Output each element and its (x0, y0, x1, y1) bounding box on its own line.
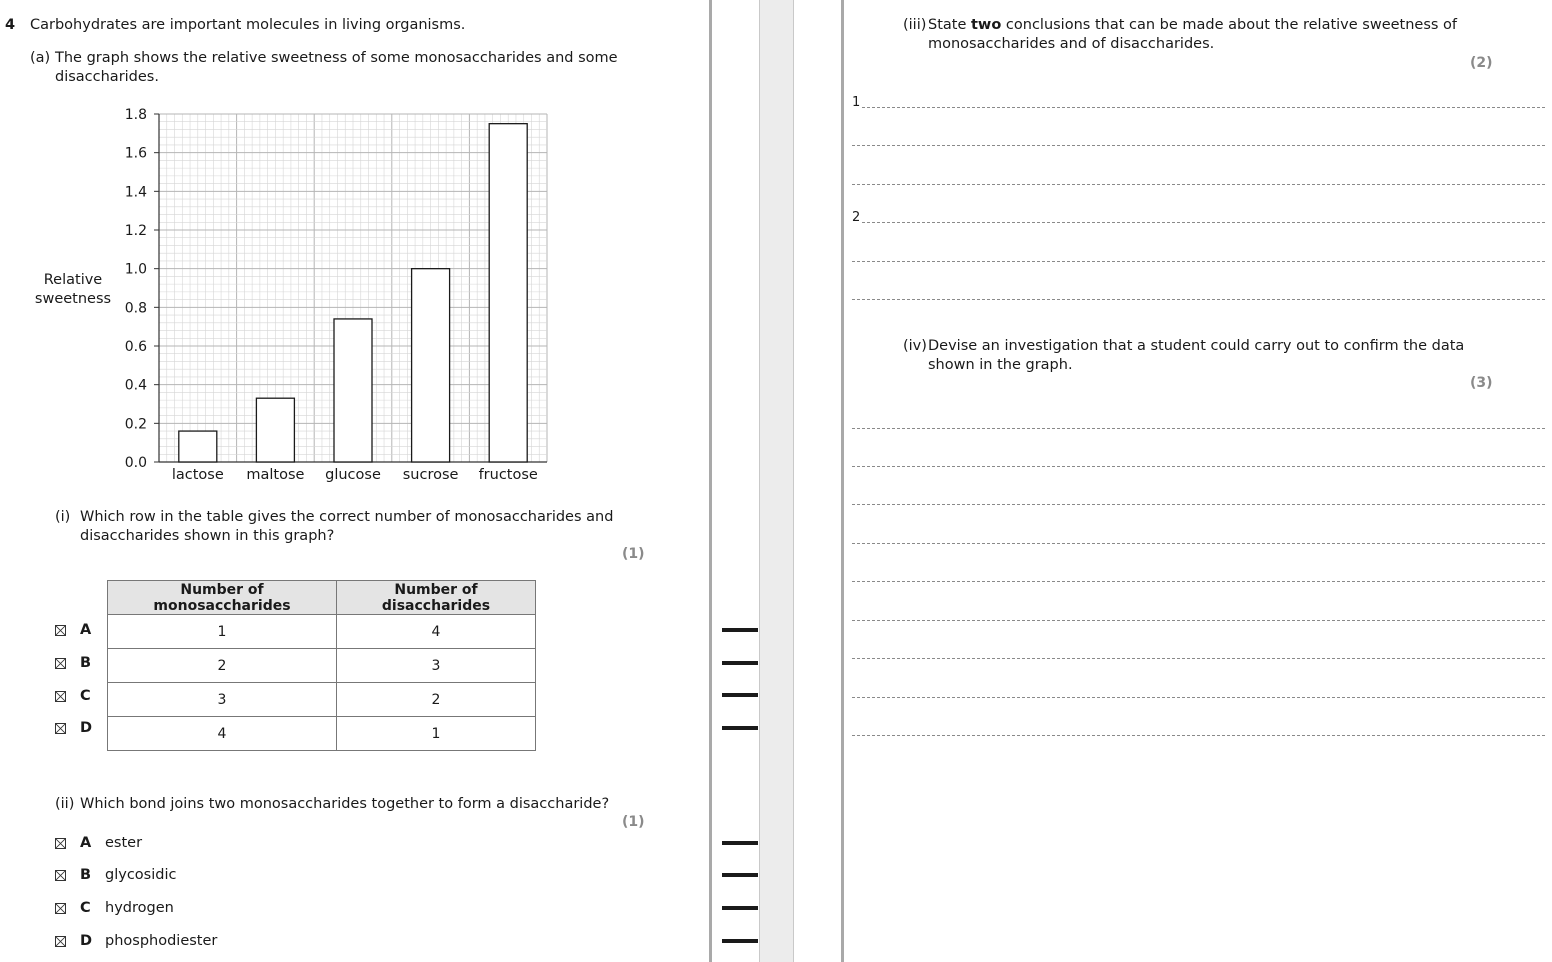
answer-line[interactable] (862, 222, 1545, 223)
option-i-letter-c: C (80, 688, 91, 704)
table-cell-di: 2 (337, 683, 536, 717)
part-i-label: (i) (55, 509, 71, 525)
part-iii-text-bold: two (971, 17, 1002, 33)
checkbox-i-d[interactable] (55, 723, 66, 734)
checkbox-i-c[interactable] (55, 691, 66, 702)
answer-line[interactable] (852, 504, 1545, 505)
part-i-text-line1: Which row in the table gives the correct number of monosaccharides and (80, 509, 614, 525)
answer-label-1: 1 (852, 95, 861, 110)
mark-tick-bar (722, 628, 758, 632)
mark-tick-bar (722, 873, 758, 877)
part-ii-text: Which bond joins two monosaccharides together to form a disaccharide? (80, 796, 610, 812)
part-iv-text-line2: shown in the graph. (928, 357, 1073, 373)
answer-line[interactable] (852, 735, 1545, 736)
mark-tick-bar (722, 726, 758, 730)
y-tick-label: 0.4 (124, 377, 147, 394)
checkbox-i-b[interactable] (55, 658, 66, 669)
table-row (108, 615, 536, 649)
checkbox-ii-d[interactable] (55, 936, 66, 947)
header-monosaccharides: Number of monosaccharides (108, 581, 337, 615)
answer-line[interactable] (852, 299, 1545, 300)
y-tick-label: 1.2 (124, 223, 147, 239)
sweetness-bar-chart (0, 95, 600, 490)
table-cell-di: 1 (337, 717, 536, 751)
header-disaccharides: Number of disaccharides (337, 581, 536, 615)
x-tick-label: maltose (246, 467, 305, 483)
answer-label-2: 2 (852, 210, 861, 225)
mark-tick-bar (722, 841, 758, 845)
part-ii-label: (ii) (55, 796, 75, 812)
left-page-margin-line (709, 0, 712, 962)
answer-line[interactable] (852, 145, 1545, 146)
part-iv-marks: (3) (1470, 375, 1493, 391)
option-ii-letter-a: A (80, 835, 92, 851)
option-ii-text-a: ester (105, 835, 143, 851)
answer-line[interactable] (852, 184, 1545, 185)
answer-line[interactable] (852, 543, 1545, 544)
x-tick-label: glucose (325, 467, 381, 483)
table-row (108, 683, 536, 717)
part-a-text-line1: The graph shows the relative sweetness of some monosaccharides and some (55, 50, 618, 66)
part-i-marks: (1) (622, 546, 645, 562)
answer-line[interactable] (852, 428, 1545, 429)
mark-tick-bar (722, 939, 758, 943)
y-tick-label: 0.6 (124, 339, 147, 355)
answer-line[interactable] (852, 581, 1545, 582)
table-header-row (108, 581, 536, 615)
answer-line[interactable] (852, 261, 1545, 262)
part-iii-text-pre: State (928, 17, 971, 33)
examiner-margin-strip (759, 0, 794, 962)
question-number: 4 (5, 17, 16, 33)
y-tick-label: 1.0 (124, 261, 147, 278)
part-ii-marks: (1) (622, 814, 645, 830)
answer-line[interactable] (852, 697, 1545, 698)
part-iii-text-line2: monosaccharides and of disaccharides. (928, 36, 1215, 52)
bar-sucrose (412, 269, 450, 462)
bar-maltose (256, 398, 294, 462)
x-tick-label: fructose (478, 467, 538, 483)
checkbox-i-a[interactable] (55, 625, 66, 636)
option-ii-letter-d: D (80, 933, 93, 949)
answer-line[interactable] (852, 658, 1545, 659)
part-iii-text-line1 (928, 16, 1457, 35)
part-iii-text-post: conclusions that can be made about the relative sweetness of (1001, 17, 1458, 33)
part-iv-text-line1: Devise an investigation that a student could carry out to confirm the data (928, 338, 1465, 354)
part-iii-label: (iii) (903, 17, 927, 33)
y-axis-label: Relative (43, 272, 103, 288)
option-ii-text-d: phosphodiester (105, 933, 218, 949)
part-a-text-line2: disaccharides. (55, 69, 159, 85)
table-row (108, 649, 536, 683)
table-cell-mono: 2 (108, 649, 337, 683)
x-tick-label: sucrose (402, 467, 459, 483)
right-page-margin-line (841, 0, 844, 962)
bar-lactose (179, 431, 217, 462)
options-table (107, 580, 536, 751)
option-ii-letter-c: C (80, 900, 91, 916)
part-iii-marks: (2) (1470, 55, 1493, 71)
question-stem: Carbohydrates are important molecules in living organisms. (30, 17, 466, 33)
answer-line[interactable] (862, 107, 1545, 108)
y-axis-label: sweetness (34, 291, 112, 307)
y-tick-label: 0.0 (124, 455, 147, 471)
option-i-letter-a: A (80, 622, 92, 638)
answer-line[interactable] (852, 620, 1545, 621)
answer-line[interactable] (852, 466, 1545, 467)
option-ii-text-b: glycosidic (105, 867, 177, 883)
checkbox-ii-c[interactable] (55, 903, 66, 914)
table-cell-di: 3 (337, 649, 536, 683)
option-ii-letter-b: B (80, 867, 92, 883)
checkbox-ii-b[interactable] (55, 870, 66, 881)
part-a-label: (a) (30, 50, 51, 66)
part-iv-label: (iv) (903, 338, 927, 354)
y-tick-label: 1.8 (124, 107, 147, 123)
option-ii-text-c: hydrogen (105, 900, 174, 916)
y-tick-label: 1.6 (124, 145, 147, 162)
x-tick-label: lactose (171, 467, 224, 483)
mark-tick-bar (722, 906, 758, 910)
option-i-letter-b: B (80, 655, 92, 671)
option-i-letter-d: D (80, 720, 93, 736)
bar-fructose (489, 124, 527, 462)
mark-tick-bar (722, 661, 758, 665)
y-tick-label: 1.4 (124, 184, 147, 201)
y-tick-label: 0.8 (124, 300, 147, 317)
table-cell-mono: 4 (108, 717, 337, 751)
mark-tick-bar (722, 693, 758, 697)
table-row (108, 717, 536, 751)
checkbox-ii-a[interactable] (55, 838, 66, 849)
table-cell-mono: 3 (108, 683, 337, 717)
table-cell-di: 4 (337, 615, 536, 649)
table-cell-mono: 1 (108, 615, 337, 649)
bar-glucose (334, 319, 372, 462)
part-i-text-line2: disaccharides shown in this graph? (80, 528, 335, 544)
y-tick-label: 0.2 (124, 416, 147, 433)
